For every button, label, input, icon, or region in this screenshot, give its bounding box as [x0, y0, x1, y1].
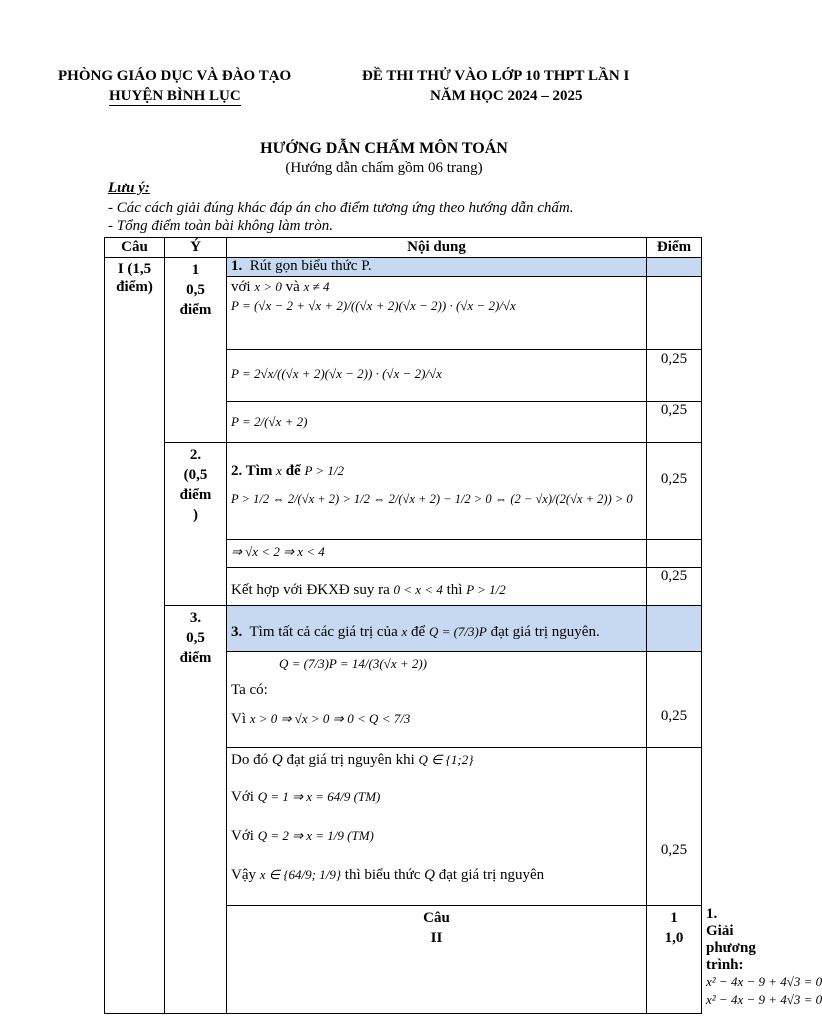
- q2-task-a: 1. Giải phương trình:: [706, 906, 756, 973]
- q1-p2-score2: [647, 540, 702, 568]
- table-row: [105, 606, 702, 652]
- q1-p3-taco: Ta có:: [231, 682, 268, 698]
- doc-subtitle: [0, 160, 768, 177]
- q1-p3-voi1: Với: [231, 789, 254, 805]
- q1-p1-voi: với: [231, 279, 251, 295]
- q1-p1-task-num: 1.: [231, 258, 243, 274]
- q1-p3-vay: Vậy: [231, 867, 256, 883]
- q1-p1-score3: 0,25: [647, 402, 702, 443]
- q1-p1-step2: P = 2√x/((√x + 2)(√x − 2)) · (√x − 2)/√x: [231, 366, 442, 381]
- table-row: [105, 443, 702, 540]
- note-line2: - Tổng điểm toàn bài không làm tròn.: [108, 218, 333, 234]
- q1-p2-task-x: x: [276, 463, 282, 478]
- col-noidung: Nội dung: [227, 238, 647, 258]
- q1-p3-dodo-q: Q: [271, 752, 283, 768]
- table-row: [105, 258, 702, 277]
- col-y: Ý: [165, 238, 227, 258]
- doc-subtitle-text: (Hướng dẫn chấm gồm 06 trang): [285, 160, 483, 176]
- q1-p2-y: 2. (0,5 điểm ): [165, 443, 227, 606]
- q1-p2-step1: P > 1/2 ⇔ 2/(√x + 2) > 1/2 ⇔ 2/(√x + 2) − 1/2 > 0 ⇔ (2 − √x)/(2(√x + 2)) > 0: [231, 492, 633, 506]
- q1-p2-score3: 0,25: [647, 568, 702, 606]
- q1-p1-score2: 0,25: [647, 350, 702, 402]
- q1-p1-step3: P = 2/(√x + 2): [231, 414, 308, 429]
- q2-cau: Câu II: [227, 906, 647, 1014]
- q1-p3-voi2: Với: [231, 828, 254, 844]
- q1-p2-step1-cell: [227, 443, 647, 540]
- q1-p3-voi1-expr: Q = 1 ⇒ x = 64/9 (TM): [257, 789, 381, 804]
- q1-p1-score0: [647, 258, 702, 277]
- q1-p3-q-expr: Q = (7/3)P = 14/(3(√x + 2)): [279, 656, 428, 671]
- q2-step1: x² − 4x − 9 + 4√3 = 0: [706, 992, 822, 1007]
- header-right-line1: ĐỀ THI THỬ VÀO LỚP 10 THPT LẦN I: [362, 68, 630, 84]
- q1-p3-dodo-b: đạt giá trị nguyên khi: [286, 752, 415, 768]
- q1-p3-task-b: để: [411, 624, 426, 640]
- q1-p3-dodo-set: Q ∈ {1;2}: [418, 752, 474, 767]
- col-diem: Điểm: [647, 238, 702, 258]
- note-heading: Lưu ý:: [108, 180, 150, 196]
- q1-p1-step3-cell: [227, 402, 647, 443]
- q1-p3-vi-res: 0 < Q < 7/3: [347, 711, 411, 726]
- header-right-line2: NĂM HỌC 2024 – 2025: [430, 88, 583, 104]
- q1-p3-vay-b: thì biểu thức: [344, 867, 421, 883]
- q1-p2-step3-a: Kết hợp với ĐKXĐ suy ra: [231, 582, 390, 598]
- col-cau: Câu: [105, 238, 165, 258]
- header-left-line2: [109, 88, 241, 105]
- q1-p3-score2: 0,25: [647, 748, 702, 906]
- q1-p1-step1: P = (√x − 2 + √x + 2)/((√x + 2)(√x − 2)) · (√x − 2)/√x: [231, 298, 516, 313]
- q1-p3-task-a: Tìm tất cả các giá trị của: [249, 624, 398, 640]
- q1-p1-y: 1 0,5 điểm: [165, 258, 227, 443]
- header-left-line1: PHÒNG GIÁO DỤC VÀ ĐÀO TẠO: [58, 68, 292, 84]
- q1-p2-task-cond: P > 1/2: [304, 463, 345, 478]
- q1-p3-task-num: 3.: [231, 624, 243, 640]
- q1-p3-vay-set: x ∈ {64/9; 1/9}: [259, 867, 342, 882]
- q1-p3-vi: Vì: [231, 711, 246, 727]
- q1-p2-step2-cell: [227, 540, 647, 568]
- q1-p2-task-b: để: [285, 463, 301, 479]
- header-left-line2-text: HUYỆN BÌNH LỤC: [109, 88, 241, 104]
- q1-p3-vi-expr: x > 0 ⇒ √x > 0 ⇒: [249, 711, 344, 726]
- q1-p1-step1-cell: [227, 277, 647, 350]
- table-header-row: [105, 238, 702, 258]
- q1-p3-vay-q: Q: [424, 867, 436, 883]
- q2-task-eq: x² − 4x − 9 + 4√3 = 0: [706, 974, 822, 989]
- q1-p2-step3-b: thì: [446, 582, 463, 598]
- q1-p3-y: 3. 0,5 điểm: [165, 606, 227, 1014]
- q1-p3-score0: [647, 606, 702, 652]
- q1-p1-task-text: Rút gọn biểu thức P.: [249, 258, 372, 274]
- q2-y: 1 1,0: [647, 906, 702, 1014]
- q1-p2-step2: ⇒ √x < 2 ⇒ x < 4: [231, 544, 325, 559]
- q1-p2-step3-res: P > 1/2: [466, 582, 506, 597]
- q1-p2-step3-cell: [227, 568, 647, 606]
- grading-table: [104, 237, 822, 1014]
- q1-p2-task-a: 2. Tìm: [231, 463, 273, 479]
- q1-p3-voi2-expr: Q = 2 ⇒ x = 1/9 (TM): [257, 828, 374, 843]
- q1-p3-step1-cell: [227, 652, 647, 748]
- q1-p3-step2-cell: [227, 748, 647, 906]
- q1-p2-score1: 0,25: [647, 443, 702, 540]
- q1-p1-step2-cell: [227, 350, 647, 402]
- q1-p3-task-cell: [227, 606, 647, 652]
- q1-p3-dodo-a: Do đó: [231, 752, 269, 768]
- q1-p3-task-c: đạt giá trị nguyên.: [490, 624, 600, 640]
- q1-p3-score1: 0,25: [647, 652, 702, 748]
- q1-p3-task-q: Q = (7/3)P: [428, 624, 487, 639]
- q1-p3-vay-c: đạt giá trị nguyên: [438, 867, 545, 883]
- q1-p1-cond-b: x ≠ 4: [303, 279, 330, 294]
- q1-p1-task: [227, 258, 647, 277]
- q1-p1-score1: [647, 277, 702, 350]
- q1-cau: I (1,5 điểm): [105, 258, 165, 1014]
- q1-p1-va: và: [285, 279, 300, 295]
- doc-title: HƯỚNG DẪN CHẤM MÔN TOÁN: [260, 140, 508, 157]
- q1-p2-step3-cond: 0 < x < 4: [393, 582, 443, 597]
- q1-p1-cond-a: x > 0: [254, 279, 282, 294]
- note-line1: - Các cách giải đúng khác đáp án cho điểm tương ứng theo hướng dẫn chấm.: [108, 200, 574, 216]
- q1-p3-task-x: x: [401, 624, 408, 639]
